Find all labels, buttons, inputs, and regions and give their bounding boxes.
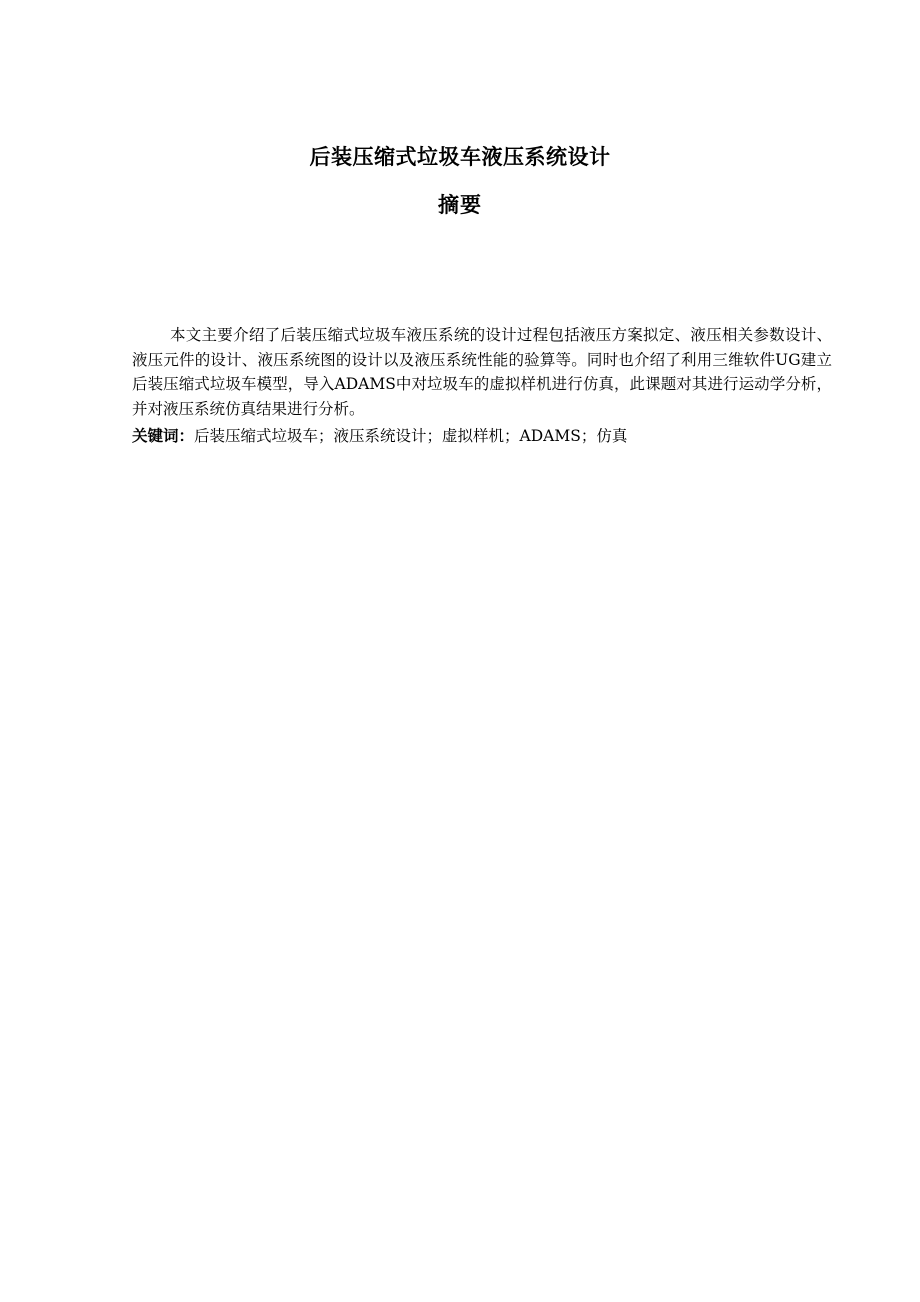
abstract-body: 本文主要介绍了后装压缩式垃圾车液压系统的设计过程包括液压方案拟定、液压相关参数设计、液压元件的设计、液压系统图的设计以及液压系统性能的验算等。同时也介绍了利用三维软件UG建立后装压缩式垃圾车模型，导入ADAMS中对垃圾车的虚拟样机进行仿真，此课题对其进行运动学分析，并对液压系统仿真结果进行分析。 xyxy=(132,326,832,418)
document-title: 后装压缩式垃圾车液压系统设计 xyxy=(309,144,611,169)
keywords-label: 关键词： xyxy=(132,426,195,445)
keywords-text: 后装压缩式垃圾车；液压系统设计；虚拟样机；ADAMS；仿真 xyxy=(194,427,628,445)
abstract-heading: 摘要 xyxy=(438,192,482,217)
keywords-line xyxy=(132,424,832,448)
